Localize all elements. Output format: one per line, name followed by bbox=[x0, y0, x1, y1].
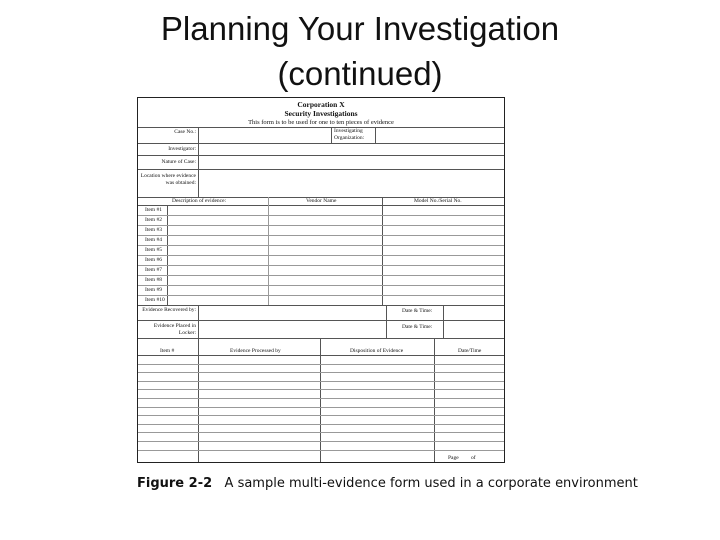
divider bbox=[375, 127, 376, 143]
divider bbox=[138, 215, 504, 216]
divider bbox=[434, 338, 435, 462]
divider bbox=[138, 143, 504, 144]
item-label: Item #10 bbox=[145, 297, 165, 303]
divider bbox=[443, 305, 444, 338]
divider bbox=[382, 197, 383, 305]
item-label: Item #1 bbox=[145, 207, 162, 213]
evidence-form bbox=[137, 97, 505, 463]
divider bbox=[138, 441, 504, 442]
item-label: Item #5 bbox=[145, 247, 162, 253]
divider bbox=[167, 255, 168, 265]
figure-caption-text: A sample multi-evidence form used in a corporate environment bbox=[224, 476, 638, 491]
divider bbox=[138, 432, 504, 433]
divider bbox=[386, 305, 387, 338]
divider bbox=[167, 245, 168, 255]
investigator-label: Investigator: bbox=[168, 146, 196, 152]
divider bbox=[167, 235, 168, 245]
divider bbox=[138, 265, 504, 266]
divider bbox=[138, 295, 504, 296]
divider bbox=[198, 143, 199, 155]
item-label: Item #9 bbox=[145, 287, 162, 293]
divider bbox=[138, 364, 504, 365]
divider bbox=[138, 285, 504, 286]
divider bbox=[138, 169, 504, 170]
divider bbox=[167, 275, 168, 285]
description-header: Description of evidence: bbox=[172, 198, 227, 204]
item-label: Item #2 bbox=[145, 217, 162, 223]
divider bbox=[167, 215, 168, 225]
form-department: Security Investigations bbox=[284, 109, 358, 118]
divider bbox=[138, 320, 504, 321]
divider bbox=[331, 127, 332, 143]
divider bbox=[167, 205, 168, 215]
divider bbox=[138, 235, 504, 236]
log-processed-header: Evidence Processed by bbox=[230, 348, 281, 354]
nature-of-case-label: Nature of Case: bbox=[161, 159, 196, 165]
slide-title-line-2: (continued) bbox=[277, 55, 443, 92]
form-instruction: This form is to be used for one to ten pieces of evidence bbox=[248, 119, 394, 126]
divider bbox=[138, 127, 504, 128]
divider bbox=[138, 245, 504, 246]
divider bbox=[138, 205, 504, 206]
divider bbox=[138, 415, 504, 416]
log-item-header: Item # bbox=[160, 348, 175, 354]
model-serial-header: Model No./Serial No. bbox=[414, 198, 462, 204]
form-company: Corporation X bbox=[297, 100, 345, 109]
investigating-org-label: Investigating Organization: bbox=[334, 128, 365, 141]
divider bbox=[138, 305, 504, 306]
divider bbox=[198, 127, 199, 143]
divider bbox=[138, 155, 504, 156]
divider bbox=[138, 255, 504, 256]
divider bbox=[138, 275, 504, 276]
log-disposition-header: Disposition of Evidence bbox=[350, 348, 404, 354]
divider bbox=[198, 155, 199, 169]
divider bbox=[138, 372, 504, 373]
divider bbox=[167, 295, 168, 305]
item-label: Item #6 bbox=[145, 257, 162, 263]
figure-caption bbox=[137, 476, 638, 491]
divider bbox=[138, 225, 504, 226]
divider bbox=[138, 381, 504, 382]
evidence-recovered-label: Evidence Recovered by: bbox=[142, 307, 196, 313]
divider bbox=[167, 285, 168, 295]
page-label: Page bbox=[448, 455, 459, 461]
figure-number: Figure 2-2 bbox=[137, 476, 213, 491]
date-time-label-2: Date & Time: bbox=[402, 324, 433, 330]
item-label: Item #3 bbox=[145, 227, 162, 233]
divider bbox=[198, 305, 199, 338]
divider bbox=[138, 407, 504, 408]
divider bbox=[167, 265, 168, 275]
divider bbox=[167, 225, 168, 235]
item-label: Item #7 bbox=[145, 267, 162, 273]
item-label: Item #4 bbox=[145, 237, 162, 243]
divider bbox=[138, 398, 504, 399]
slide-title bbox=[0, 6, 720, 96]
divider bbox=[198, 169, 199, 197]
evidence-placed-label: Evidence Placed in Locker: bbox=[153, 323, 196, 336]
divider bbox=[268, 197, 269, 305]
divider bbox=[320, 338, 321, 462]
location-label: Location where evidence was obtained: bbox=[140, 173, 196, 186]
divider bbox=[138, 355, 504, 356]
date-time-label-1: Date & Time: bbox=[402, 308, 433, 314]
log-datetime-header: Date/Time bbox=[458, 348, 482, 354]
case-no-label: Case No.: bbox=[174, 129, 196, 135]
vendor-name-header: Vendor Name bbox=[306, 198, 337, 204]
divider bbox=[198, 338, 199, 462]
slide-title-line-1: Planning Your Investigation bbox=[160, 10, 560, 47]
of-label: of bbox=[471, 455, 476, 461]
divider bbox=[138, 389, 504, 390]
divider bbox=[138, 424, 504, 425]
divider bbox=[138, 450, 504, 451]
divider bbox=[138, 338, 504, 339]
item-label: Item #8 bbox=[145, 277, 162, 283]
